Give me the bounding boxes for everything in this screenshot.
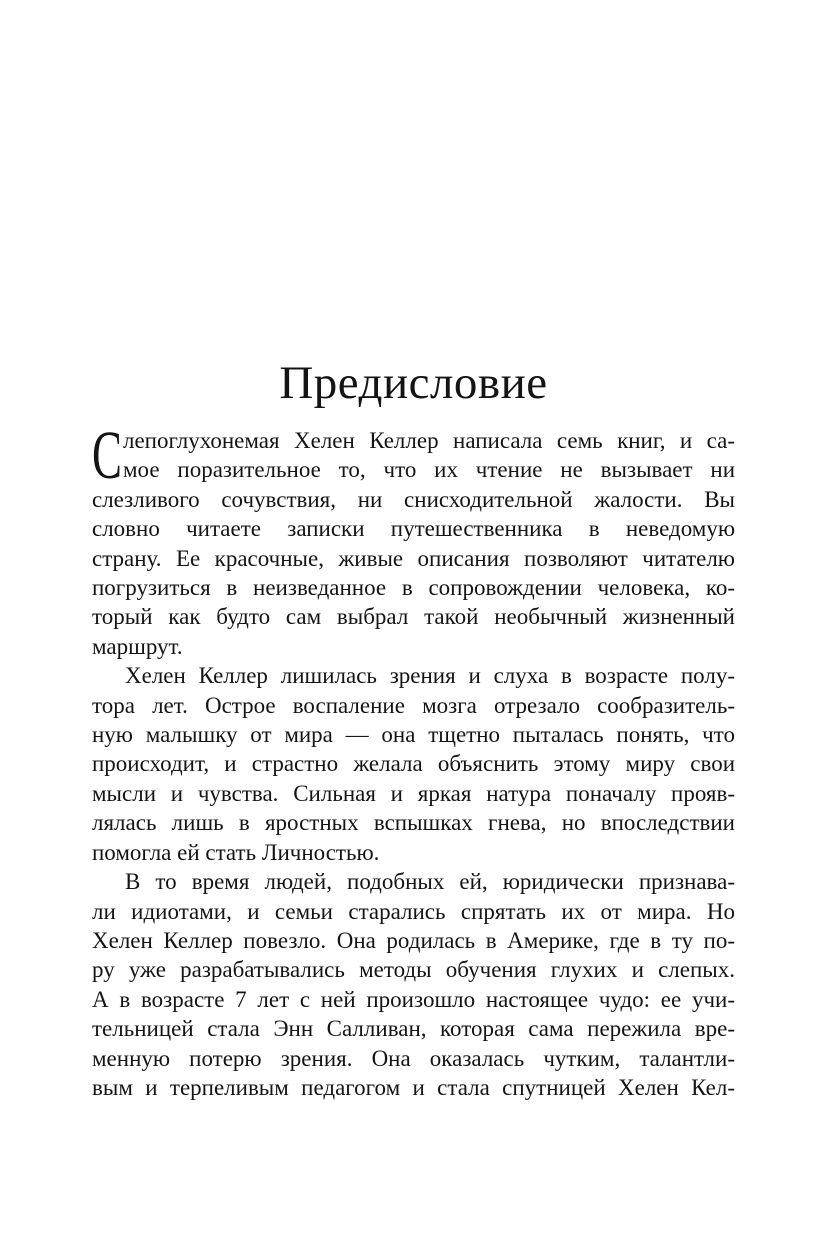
text-line: В то время людей, подобных ей, юридически признава- bbox=[125, 869, 735, 895]
paragraph bbox=[92, 417, 735, 661]
text-line: вым и терпеливым педагогом и стала спутницей Хелен Кел- bbox=[92, 1074, 735, 1100]
text-line: ру уже разрабатывались методы обучения глухих и слепых. bbox=[92, 957, 735, 983]
text-line: менную потерю зрения. Она оказалась чутким, талантли- bbox=[92, 1045, 735, 1071]
text-line: тора лет. Острое воспаление мозга отрезало сообразитель- bbox=[92, 692, 735, 718]
drop-cap: С bbox=[92, 417, 122, 493]
text-line: лялась лишь в яростных вспышках гнева, но впоследствии bbox=[92, 810, 735, 836]
text-line: Хелен Келлер лишилась зрения и слуха в возрасте полу- bbox=[125, 663, 735, 689]
text-line: Хелен Келлер повезло. Она родилась в Америке, где в ту по- bbox=[92, 927, 735, 953]
text-line: словно читаете записки путешественника в неведомую bbox=[92, 516, 735, 542]
text-line: торый как будто сам выбрал такой необычный жизненный bbox=[92, 604, 735, 630]
text-line: маршрут. bbox=[92, 633, 183, 659]
text-line: слезливого сочувствия, ни снисходительной жалости. Вы bbox=[92, 486, 735, 512]
page-body bbox=[92, 417, 735, 1102]
text-line: страну. Ее красочные, живые описания позволяют читателю bbox=[92, 545, 735, 571]
text-line: ли идиотами, и семьи старались спрятать их от мира. Но bbox=[92, 898, 735, 924]
paragraph bbox=[92, 661, 735, 867]
text-line: мысли и чувства. Сильная и яркая натура поначалу прояв- bbox=[92, 780, 735, 806]
text-line: тельницей стала Энн Салливан, которая сама пережила вре- bbox=[92, 1016, 735, 1042]
text-column bbox=[92, 0, 735, 1102]
text-line: погрузиться в неизведанное в сопровождении человека, ко- bbox=[92, 575, 735, 601]
text-line: А в возрасте 7 лет с ней произошло настоящее чудо: ее учи- bbox=[92, 986, 735, 1012]
page-title: Предисловие bbox=[279, 357, 548, 409]
paragraph bbox=[92, 867, 735, 1102]
text-line: ную малышку от мира — она тщетно пыталась понять, что bbox=[92, 722, 735, 748]
text-line: мое поразительное то, что их чтение не вызывает ни bbox=[123, 457, 735, 483]
text-line: происходит, и страстно желала объяснить этому миру свои bbox=[92, 751, 735, 777]
text-line: помогла ей стать Личностью. bbox=[92, 839, 380, 865]
text-line: лепоглухонемая Хелен Келлер написала семь книг, и са- bbox=[123, 428, 735, 453]
